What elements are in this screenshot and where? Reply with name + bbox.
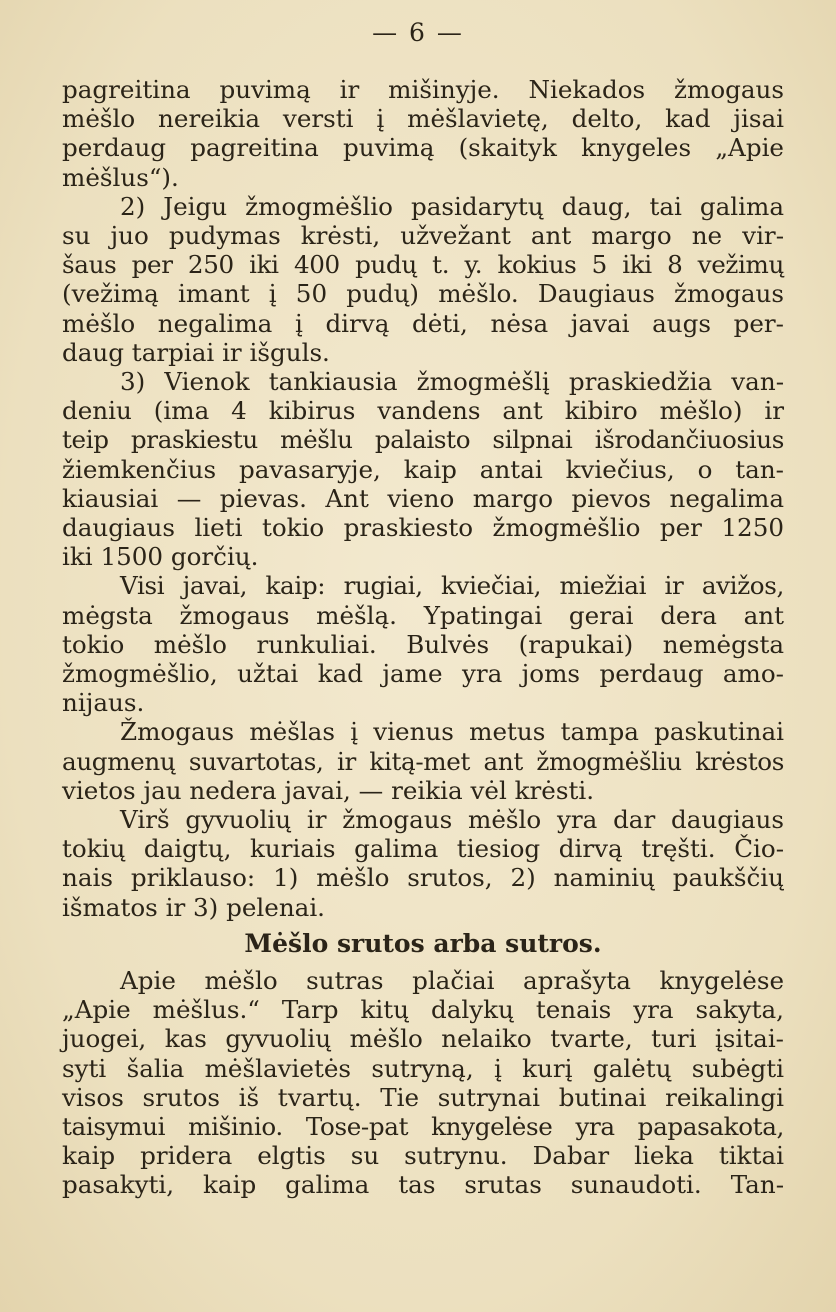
- text-line: syti šalia mėšlavietės sutryną, į kurį galėtų subėgti: [62, 1053, 784, 1083]
- text-line: nijaus.: [62, 688, 145, 718]
- text-line: (vežimą imant į 50 pudų) mėšlo. Daugiaus žmogaus: [62, 279, 784, 309]
- text-line: deniu (ima 4 kibirus vandens ant kibiro mėšlo) ir: [62, 396, 784, 426]
- text-line: daugiaus lieti tokio praskiesto žmogmėšlio per 1250: [62, 513, 784, 543]
- text-line: visos srutos iš tvartų. Tie sutrynai butinai reikalingi: [62, 1082, 784, 1112]
- text-line: Virš gyvuolių ir žmogaus mėšlo yra dar daugiaus: [120, 805, 784, 835]
- text-line: „Apie mėšlus.“ Tarp kitų dalykų tenais yra sakyta,: [62, 995, 784, 1025]
- text-line: su juo pudymas krėsti, užvežant ant margo ne vir-: [62, 221, 784, 251]
- text-line: pasakyti, kaip galima tas srutas sunaudoti. Tan-: [62, 1170, 784, 1200]
- text-line: išmatos ir 3) pelenai.: [62, 892, 326, 922]
- text-line: taisymui mišinio. Tose-pat knygelėse yra papasakota,: [62, 1111, 784, 1141]
- text-line: kaip pridera elgtis su sutrynu. Dabar lieka tiktai: [62, 1141, 784, 1171]
- text-line: mėšlo negalima į dirvą dėti, nėsa javai augs per-: [62, 308, 784, 338]
- text-line: pagreitina puvimą ir mišinyje. Niekados žmogaus: [62, 75, 784, 104]
- text-line: juogei, kas gyvuolių mėšlo nelaiko tvarte, turi įsitai-: [62, 1024, 784, 1054]
- text-line: iki 1500 gorčių.: [62, 542, 259, 572]
- text-line: perdaug pagreitina puvimą (skaityk knygeles „Apie: [62, 133, 784, 163]
- text-line: 3) Vienok tankiausia žmogmėšlį praskiedžia van-: [120, 367, 784, 397]
- text-line: tokių daigtų, kuriais galima tiesiog dirvą tręšti. Čio-: [62, 834, 784, 864]
- text-line: mėšlo nereikia versti į mėšlavietę, delto, kad jisai: [62, 104, 784, 134]
- body-text: [62, 75, 784, 1200]
- text-line: Visi javai, kaip: rugiai, kviečiai, miežiai ir avižos,: [120, 571, 784, 601]
- text-line: nais priklauso: 1) mėšlo srutos, 2) naminių paukščių: [62, 863, 784, 893]
- page-number: — 6 —: [372, 18, 464, 47]
- text-line: tokio mėšlo runkuliai. Bulvės (rapukai) nemėgsta: [62, 629, 784, 659]
- text-line: žiemkenčius pavasaryje, kaip antai kviečius, o tan-: [62, 454, 784, 484]
- text-line: žmogmėšlio, užtai kad jame yra joms perdaug amo-: [62, 659, 784, 689]
- text-line: daug tarpiai ir išguls.: [62, 337, 330, 367]
- text-line: teip praskiestu mėšlu palaisto silpnai išrodančiuosius: [62, 425, 784, 455]
- text-line: mėgsta žmogaus mėšlą. Ypatingai gerai dera ant: [62, 600, 784, 630]
- text-line: vietos jau nedera javai, — reikia vėl krėsti.: [62, 775, 595, 805]
- section-heading: Mėšlo srutos arba sutros.: [244, 928, 602, 958]
- text-line: mėšlus“).: [62, 162, 179, 192]
- text-line: kiausiai — pievas. Ant vieno margo pievos negalima: [62, 483, 784, 513]
- text-line: Žmogaus mėšlas į vienus metus tampa paskutinai: [120, 717, 784, 747]
- text-line: augmenų suvartotas, ir kitą-met ant žmogmėšliu krėstos: [62, 746, 784, 776]
- text-line: Apie mėšlo sutras plačiai aprašyta knygelėse: [120, 965, 784, 995]
- text-line: 2) Jeigu žmogmėšlio pasidarytų daug, tai galima: [120, 191, 784, 221]
- text-line: šaus per 250 iki 400 pudų t. y. kokius 5 iki 8 vežimų: [62, 250, 784, 280]
